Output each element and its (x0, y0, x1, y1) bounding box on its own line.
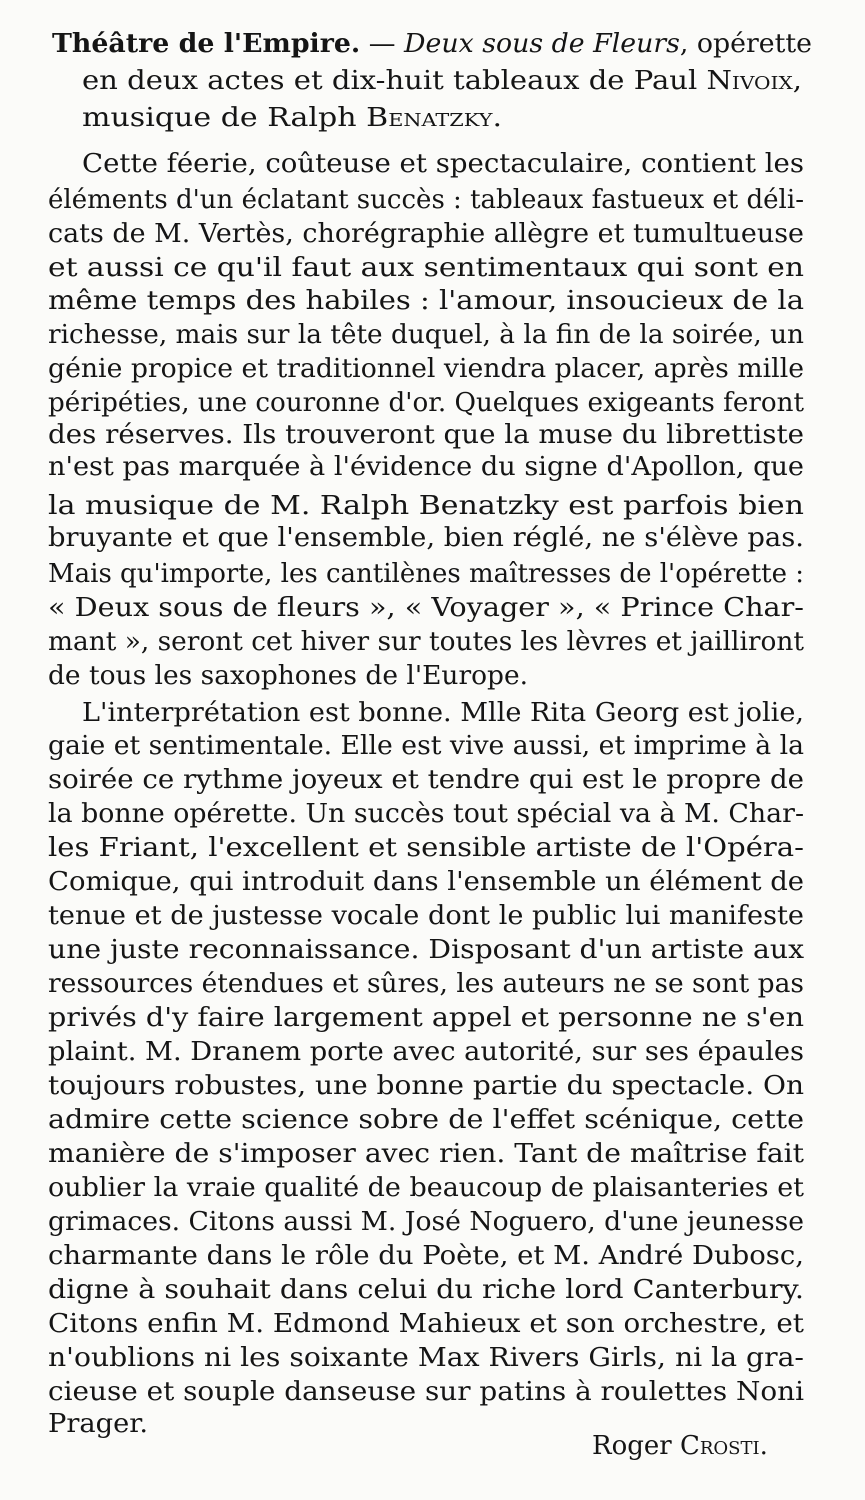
text-line: une juste reconnaissance. Disposant d'un artiste aux (48, 935, 805, 965)
text-line: n'est pas marquée à l'évidence du signe d'Apollon, que (48, 452, 804, 482)
text-line: digne à souhait dans celui du riche lord Canterbury. (48, 1275, 804, 1305)
text-line: « Deux sous de fleurs », « Voyager », « Prince Char- (48, 593, 804, 623)
text-line: mant », seront cet hiver sur toutes les lèvres et jailliront (48, 627, 805, 657)
text-line: soirée ce rythme joyeux et tendre qui est le propre de (48, 765, 805, 795)
text-line: éléments d'un éclatant succès : tableaux fastueux et déli- (48, 185, 805, 215)
text-line: tenue et de justesse vocale dont le public lui manifeste (48, 901, 804, 931)
text-line: grimaces. Citons aussi M. José Noguero, d'une jeunesse (48, 1207, 805, 1237)
text-line: péripéties, une couronne d'or. Quelques exigeants feront (48, 388, 805, 418)
text-line: la bonne opérette. Un succès tout spécial va à M. Char- (48, 799, 805, 829)
text-line: cats de M. Vertès, chorégraphie allègre et tumultueuse (48, 219, 804, 249)
text-line: L'interprétation est bonne. Mlle Rita Georg est jolie, (82, 698, 805, 728)
text-line: génie propice et traditionnel viendra placer, après mille (48, 354, 805, 384)
signature-end: . (759, 1431, 768, 1461)
text-line: la musique de M. Ralph Benatzky est parfois bien (48, 491, 805, 521)
text-line: Citons enfin M. Edmond Mahieux et son orchestre, et (48, 1309, 804, 1339)
text-line: richesse, mais sur la tête duquel, à la fin de la soirée, un (48, 320, 804, 350)
text-line: de tous les saxophones de l'Europe. (48, 661, 529, 691)
review-heading-line-2 (82, 65, 865, 97)
signature-surname: Crosti (679, 1431, 760, 1461)
show-title: Deux sous de Fleurs (404, 29, 680, 59)
text-line: Mais qu'importe, les cantilènes maîtresses de l'opérette : (48, 559, 805, 589)
text-line: gaie et sentimentale. Elle est vive aussi, et imprime à la (48, 731, 805, 761)
review-heading-line-3 (82, 102, 865, 134)
text-line: même temps des habiles : l'amour, insoucieux de la (48, 286, 804, 316)
text-line: charmante dans le rôle du Poète, et M. André Dubosc, (48, 1241, 804, 1271)
composer-surname: Benatzky (366, 103, 493, 133)
text-line: Prager. (48, 1409, 149, 1439)
text-line: oublier la vraie qualité de beaucoup de plaisanteries et (48, 1173, 805, 1203)
text-line: privés d'y faire largement appel et personne ne s'en (48, 1003, 804, 1033)
text-line: n'oublions ni les soixante Max Rivers Girls, ni la gra- (48, 1343, 804, 1373)
text-line: manière de s'imposer avec rien. Tant de maîtrise fait (48, 1139, 804, 1169)
text-line: et aussi ce qu'il faut aux sentimentaux qui sont en (48, 253, 804, 283)
heading-genre: , opérette (679, 29, 813, 59)
heading-dash: — (360, 29, 405, 59)
text-line: admire cette science sobre de l'effet scénique, cette (48, 1105, 804, 1135)
text-line: Comique, qui introduit dans l'ensemble un élément de (48, 867, 805, 897)
text-line: bruyante et que l'ensemble, bien réglé, ne s'élève pas. (48, 523, 805, 553)
heading-line-2-end: , (792, 66, 803, 96)
signature (592, 1430, 768, 1462)
author-surname: Nivoix (706, 66, 793, 96)
venue-name: Théâtre de l'Empire. (52, 29, 361, 59)
text-line: toujours robustes, une bonne partie du spectacle. On (48, 1071, 805, 1101)
text-line: Cette féerie, coûteuse et spectaculaire, contient les (82, 149, 805, 179)
text-line: ressources étendues et sûres, les auteurs ne se sont pas (48, 969, 804, 999)
signature-first-name: Roger (592, 1431, 680, 1461)
review-heading-line-1 (52, 28, 865, 60)
heading-line-3-text: musique de Ralph (82, 103, 367, 133)
text-line: cieuse et souple danseuse sur patins à roulettes Noni (48, 1377, 805, 1407)
heading-line-3-end: . (492, 103, 502, 133)
heading-line-2-text: en deux actes et dix-huit tableaux de Paul (82, 66, 707, 96)
text-line: des réserves. Ils trouveront que la muse du librettiste (48, 420, 804, 450)
text-line: plaint. M. Dranem porte avec autorité, sur ses épaules (48, 1037, 804, 1067)
text-line: les Friant, l'excellent et sensible artiste de l'Opéra- (48, 833, 804, 863)
